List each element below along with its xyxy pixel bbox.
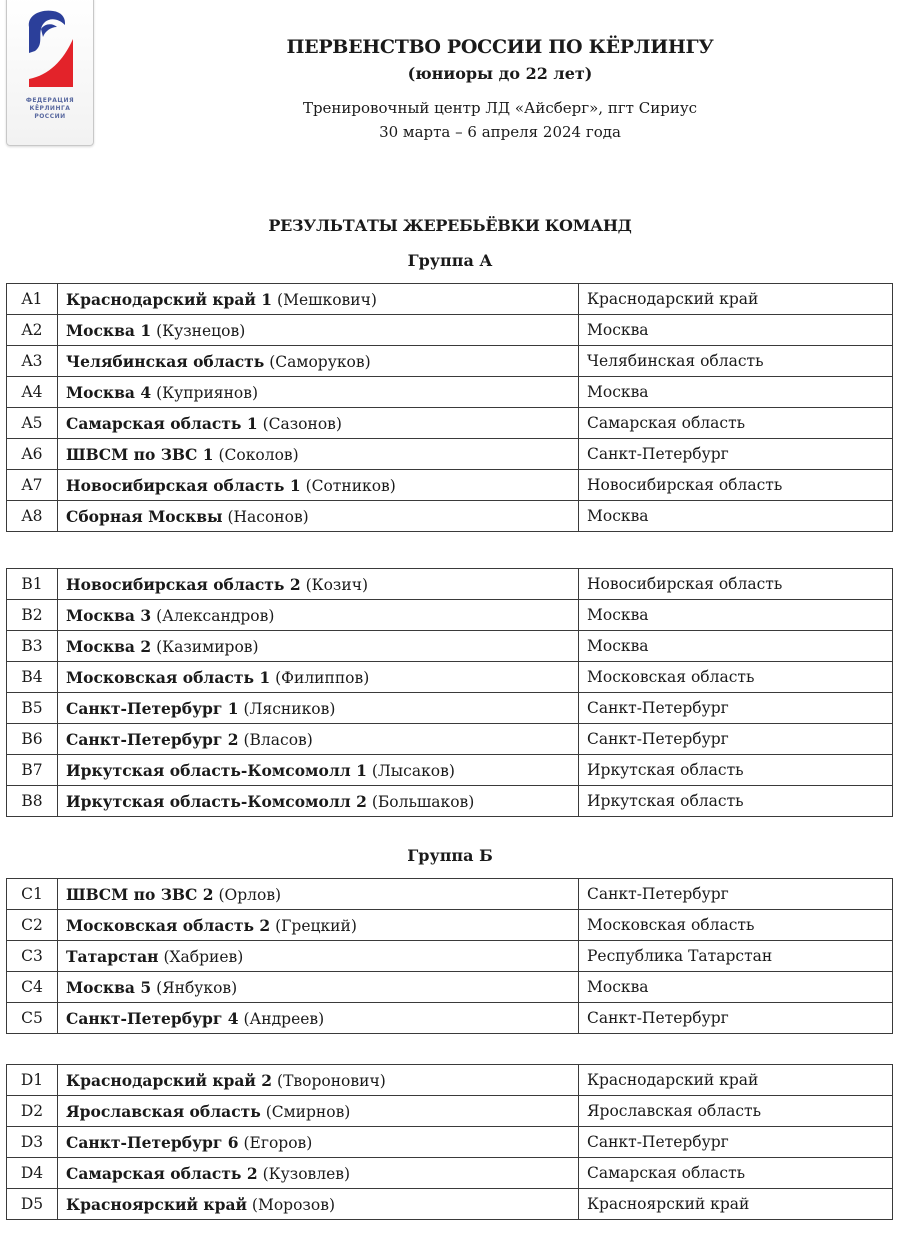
skip-name: (Козич) xyxy=(305,575,369,594)
draw-position: B8 xyxy=(7,786,58,817)
team-name: Москва 2 xyxy=(66,636,152,656)
team-name: ШВСМ по ЗВС 1 xyxy=(66,444,214,464)
team-cell xyxy=(58,284,579,315)
table-row xyxy=(7,631,893,662)
skip-name: (Куприянов) xyxy=(156,383,259,402)
logo-caption-line: ФЕДЕРАЦИЯ xyxy=(25,97,75,104)
region-cell: Новосибирская область xyxy=(579,569,893,600)
skip-name: (Егоров) xyxy=(243,1133,313,1152)
team-cell xyxy=(58,724,579,755)
team-name: Челябинская область xyxy=(66,351,265,371)
table-row xyxy=(7,1096,893,1127)
team-cell xyxy=(58,1065,579,1096)
draw-position: B5 xyxy=(7,693,58,724)
draw-table-c xyxy=(6,878,893,1034)
team-cell xyxy=(58,693,579,724)
document-title: ПЕРВЕНСТВО РОССИИ ПО КЁРЛИНГУ xyxy=(286,36,714,58)
region-cell: Краснодарский край xyxy=(579,1065,893,1096)
table-row xyxy=(7,724,893,755)
region-cell: Самарская область xyxy=(579,1158,893,1189)
team-cell xyxy=(58,1127,579,1158)
team-cell xyxy=(58,346,579,377)
team-name: Новосибирская область 1 xyxy=(66,475,301,495)
table-row xyxy=(7,284,893,315)
draw-position: D4 xyxy=(7,1158,58,1189)
document-subtitle: (юниоры до 22 лет) xyxy=(407,64,593,83)
region-cell: Московская область xyxy=(579,662,893,693)
team-cell xyxy=(58,439,579,470)
region-cell: Ярославская область xyxy=(579,1096,893,1127)
region-cell: Краснодарский край xyxy=(579,284,893,315)
skip-name: (Хабриев) xyxy=(163,947,244,966)
team-name: Москва 3 xyxy=(66,605,152,625)
table-row xyxy=(7,693,893,724)
team-name: ШВСМ по ЗВС 2 xyxy=(66,884,214,904)
table-row xyxy=(7,1127,893,1158)
draw-table-d xyxy=(6,1064,893,1220)
logo-caption xyxy=(7,97,93,121)
draw-position: A4 xyxy=(7,377,58,408)
region-cell: Санкт-Петербург xyxy=(579,879,893,910)
table-row xyxy=(7,600,893,631)
team-name: Москва 5 xyxy=(66,977,152,997)
team-cell xyxy=(58,662,579,693)
region-cell: Иркутская область xyxy=(579,755,893,786)
draw-table-a xyxy=(6,283,893,532)
skip-name: (Власов) xyxy=(243,730,313,749)
document-header xyxy=(200,34,800,144)
region-cell: Москва xyxy=(579,315,893,346)
table-row xyxy=(7,786,893,817)
team-name: Красноярский край xyxy=(66,1194,247,1214)
team-cell xyxy=(58,879,579,910)
team-cell xyxy=(58,1096,579,1127)
region-cell: Самарская область xyxy=(579,408,893,439)
team-cell xyxy=(58,600,579,631)
team-cell xyxy=(58,910,579,941)
region-cell: Москва xyxy=(579,600,893,631)
draw-table-b xyxy=(6,568,893,817)
draw-position: A7 xyxy=(7,470,58,501)
table-row xyxy=(7,315,893,346)
region-cell: Челябинская область xyxy=(579,346,893,377)
team-name: Иркутская область-Комсомолл 1 xyxy=(66,760,367,780)
logo-caption-line: РОССИИ xyxy=(34,113,66,120)
team-cell xyxy=(58,569,579,600)
skip-name: (Грецкий) xyxy=(275,916,357,935)
skip-name: (Андреев) xyxy=(243,1009,325,1028)
team-cell xyxy=(58,786,579,817)
team-cell xyxy=(58,941,579,972)
skip-name: (Филиппов) xyxy=(275,668,370,687)
draw-position: B3 xyxy=(7,631,58,662)
table-row xyxy=(7,910,893,941)
region-cell: Санкт-Петербург xyxy=(579,693,893,724)
team-cell xyxy=(58,1003,579,1034)
skip-name: (Сотников) xyxy=(305,476,396,495)
skip-name: (Орлов) xyxy=(218,885,282,904)
team-name: Сборная Москвы xyxy=(66,506,223,526)
venue-text: Тренировочный центр ЛД «Айсберг», пгт Сириус xyxy=(302,99,698,117)
draw-position: C2 xyxy=(7,910,58,941)
draw-position: B4 xyxy=(7,662,58,693)
team-name: Москва 1 xyxy=(66,320,152,340)
team-cell xyxy=(58,755,579,786)
group-title-a: Группа А xyxy=(407,251,493,270)
draw-position: B1 xyxy=(7,569,58,600)
table-row xyxy=(7,879,893,910)
region-cell: Москва xyxy=(579,631,893,662)
skip-name: (Насонов) xyxy=(227,507,309,526)
draw-position: C3 xyxy=(7,941,58,972)
draw-position: A1 xyxy=(7,284,58,315)
region-cell: Республика Татарстан xyxy=(579,941,893,972)
draw-position: D5 xyxy=(7,1189,58,1220)
table-row xyxy=(7,501,893,532)
team-cell xyxy=(58,408,579,439)
table-row xyxy=(7,755,893,786)
team-name: Краснодарский край 1 xyxy=(66,289,273,309)
region-cell: Красноярский край xyxy=(579,1189,893,1220)
team-cell xyxy=(58,315,579,346)
team-name: Новосибирская область 2 xyxy=(66,574,301,594)
team-cell xyxy=(58,377,579,408)
draw-position: C4 xyxy=(7,972,58,1003)
team-name: Санкт-Петербург 1 xyxy=(66,698,239,718)
team-name: Краснодарский край 2 xyxy=(66,1070,273,1090)
curling-federation-emblem-icon xyxy=(21,9,79,95)
region-cell: Москва xyxy=(579,501,893,532)
team-name: Ярославская область xyxy=(66,1101,261,1121)
region-cell: Санкт-Петербург xyxy=(579,724,893,755)
team-name: Московская область 2 xyxy=(66,915,271,935)
skip-name: (Саморуков) xyxy=(269,352,371,371)
team-name: Самарская область 2 xyxy=(66,1163,258,1183)
region-cell: Московская область xyxy=(579,910,893,941)
section-title: РЕЗУЛЬТАТЫ ЖЕРЕБЬЁВКИ КОМАНД xyxy=(268,216,632,235)
region-cell: Москва xyxy=(579,377,893,408)
skip-name: (Кузнецов) xyxy=(156,321,246,340)
table-row xyxy=(7,377,893,408)
table-row xyxy=(7,662,893,693)
draw-position: D1 xyxy=(7,1065,58,1096)
draw-position: A2 xyxy=(7,315,58,346)
team-cell xyxy=(58,1158,579,1189)
team-name: Самарская область 1 xyxy=(66,413,258,433)
team-name: Иркутская область-Комсомолл 2 xyxy=(66,791,367,811)
region-cell: Москва xyxy=(579,972,893,1003)
table-row xyxy=(7,1065,893,1096)
draw-position: B7 xyxy=(7,755,58,786)
region-cell: Новосибирская область xyxy=(579,470,893,501)
table-row xyxy=(7,941,893,972)
table-row xyxy=(7,408,893,439)
skip-name: (Янбуков) xyxy=(156,978,238,997)
dates-text: 30 марта – 6 апреля 2024 года xyxy=(379,123,621,141)
draw-position: A3 xyxy=(7,346,58,377)
table-row xyxy=(7,346,893,377)
skip-name: (Кузовлев) xyxy=(262,1164,351,1183)
team-name: Москва 4 xyxy=(66,382,152,402)
region-cell: Иркутская область xyxy=(579,786,893,817)
table-row xyxy=(7,1158,893,1189)
skip-name: (Лысаков) xyxy=(371,761,455,780)
draw-position: B6 xyxy=(7,724,58,755)
skip-name: (Сазонов) xyxy=(262,414,342,433)
region-cell: Санкт-Петербург xyxy=(579,1127,893,1158)
team-cell xyxy=(58,470,579,501)
skip-name: (Творонович) xyxy=(277,1071,386,1090)
team-name: Санкт-Петербург 4 xyxy=(66,1008,239,1028)
skip-name: (Лясников) xyxy=(243,699,336,718)
table-row xyxy=(7,972,893,1003)
skip-name: (Соколов) xyxy=(218,445,299,464)
draw-position: C1 xyxy=(7,879,58,910)
table-row xyxy=(7,1003,893,1034)
skip-name: (Мешкович) xyxy=(277,290,377,309)
region-cell: Санкт-Петербург xyxy=(579,439,893,470)
team-name: Санкт-Петербург 6 xyxy=(66,1132,239,1152)
group-title-b: Группа Б xyxy=(407,846,493,865)
table-row xyxy=(7,1189,893,1220)
team-cell xyxy=(58,1189,579,1220)
skip-name: (Казимиров) xyxy=(156,637,259,656)
team-cell xyxy=(58,972,579,1003)
draw-position: A8 xyxy=(7,501,58,532)
team-name: Татарстан xyxy=(66,946,159,966)
federation-logo xyxy=(6,0,94,146)
table-row xyxy=(7,439,893,470)
table-row xyxy=(7,569,893,600)
region-cell: Санкт-Петербург xyxy=(579,1003,893,1034)
draw-position: A5 xyxy=(7,408,58,439)
table-row xyxy=(7,470,893,501)
team-cell xyxy=(58,631,579,662)
draw-position: A6 xyxy=(7,439,58,470)
draw-position: D3 xyxy=(7,1127,58,1158)
draw-position: C5 xyxy=(7,1003,58,1034)
team-name: Санкт-Петербург 2 xyxy=(66,729,239,749)
skip-name: (Большаков) xyxy=(371,792,475,811)
skip-name: (Морозов) xyxy=(251,1195,335,1214)
team-name: Московская область 1 xyxy=(66,667,271,687)
draw-position: D2 xyxy=(7,1096,58,1127)
team-cell xyxy=(58,501,579,532)
draw-position: B2 xyxy=(7,600,58,631)
logo-caption-line: КЁРЛИНГА xyxy=(29,105,71,112)
skip-name: (Александров) xyxy=(156,606,275,625)
skip-name: (Смирнов) xyxy=(265,1102,351,1121)
